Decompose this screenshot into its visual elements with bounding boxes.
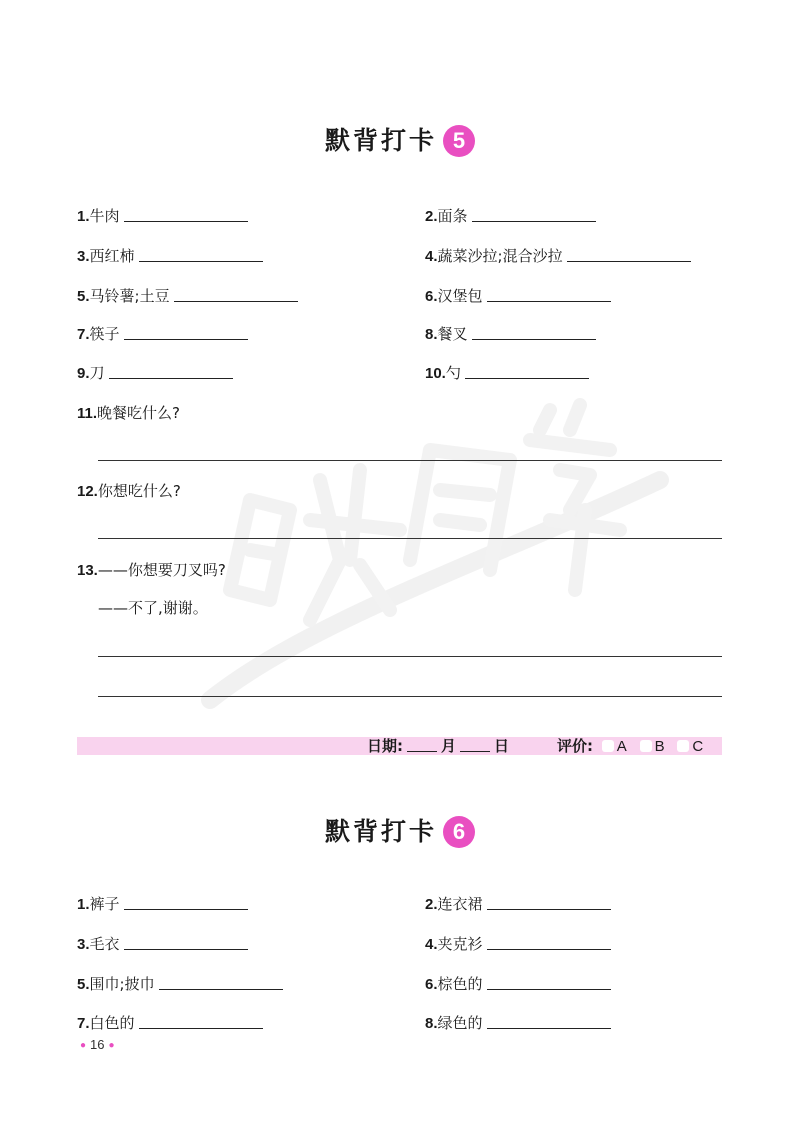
answer-blank[interactable] [159, 975, 283, 990]
day-label: 日 [494, 737, 510, 755]
answer-blank[interactable] [472, 207, 596, 222]
rating-group [557, 737, 711, 756]
section-5-title [0, 121, 800, 157]
dot-icon: ● [80, 1040, 87, 1051]
answer-blank[interactable] [139, 1014, 263, 1029]
vocab-item: 9.刀 [77, 363, 233, 384]
answer-blank[interactable] [124, 895, 248, 910]
answer-blank[interactable] [487, 1014, 611, 1029]
question-12: 12.你想吃什么? [77, 482, 181, 500]
section-title-text: 默背打卡 [324, 817, 437, 846]
answer-line[interactable] [98, 538, 722, 539]
answer-blank[interactable] [465, 364, 589, 379]
vocab-item: 6.汉堡包 [425, 286, 611, 307]
answer-blank[interactable] [124, 935, 248, 950]
answer-blank[interactable] [472, 325, 596, 340]
section-number-badge: 6 [443, 816, 475, 848]
answer-blank[interactable] [109, 364, 233, 379]
checkbox-icon [677, 740, 689, 752]
vocab-item: 1.裤子 [77, 894, 248, 915]
checkbox-icon [602, 740, 614, 752]
rating-option-b[interactable]: B [640, 738, 665, 756]
answer-blank[interactable] [487, 935, 611, 950]
vocab-item: 2.连衣裙 [425, 894, 611, 915]
vocab-item: 8.餐叉 [425, 324, 596, 345]
question-11: 11.晚餐吃什么? [77, 404, 180, 422]
vocab-item: 5.马铃薯;土豆 [77, 286, 298, 307]
answer-blank[interactable] [487, 975, 611, 990]
vocab-item: 5.围巾;披巾 [77, 974, 283, 995]
answer-line[interactable] [98, 656, 722, 657]
day-blank[interactable] [460, 738, 490, 752]
answer-blank[interactable] [124, 207, 248, 222]
rating-option-c[interactable]: C [677, 738, 703, 756]
page-number-text: 16 [90, 1037, 105, 1052]
checkbox-icon [640, 740, 652, 752]
vocab-item: 3.西红柿 [77, 246, 263, 267]
vocab-item: 10.勺 [425, 363, 589, 384]
month-label: 月 [441, 737, 457, 755]
watermark-logo [190, 360, 670, 720]
rating-label: 评价: [557, 737, 593, 755]
answer-blank[interactable] [139, 247, 263, 262]
vocab-item: 6.棕色的 [425, 974, 611, 995]
date-label: 日期: [367, 737, 403, 755]
vocab-item: 1.牛肉 [77, 206, 248, 227]
vocab-item: 7.白色的 [77, 1013, 263, 1034]
question-13: 13.——你想要刀叉吗? [77, 561, 226, 579]
section-6-title [0, 812, 800, 848]
answer-blank[interactable] [487, 895, 611, 910]
vocab-item: 7.筷子 [77, 324, 248, 345]
vocab-item: 4.夹克衫 [425, 934, 611, 955]
answer-line[interactable] [98, 460, 722, 461]
answer-blank[interactable] [567, 247, 691, 262]
answer-blank[interactable] [487, 287, 611, 302]
answer-blank[interactable] [124, 325, 248, 340]
vocab-item: 4.蔬菜沙拉;混合沙拉 [425, 246, 691, 267]
section-number-badge: 5 [443, 125, 475, 157]
rating-option-a[interactable]: A [602, 738, 627, 756]
answer-blank[interactable] [174, 287, 298, 302]
page-number [76, 1037, 119, 1052]
vocab-item: 3.毛衣 [77, 934, 248, 955]
dot-icon: ● [108, 1040, 115, 1051]
vocab-item: 2.面条 [425, 206, 596, 227]
date-rating-bar [77, 737, 722, 755]
date-group [367, 737, 509, 755]
month-blank[interactable] [407, 738, 437, 752]
section-title-text: 默背打卡 [324, 126, 437, 155]
vocab-item: 8.绿色的 [425, 1013, 611, 1034]
answer-line[interactable] [98, 696, 722, 697]
question-13-reply: ——不了,谢谢。 [98, 599, 208, 617]
